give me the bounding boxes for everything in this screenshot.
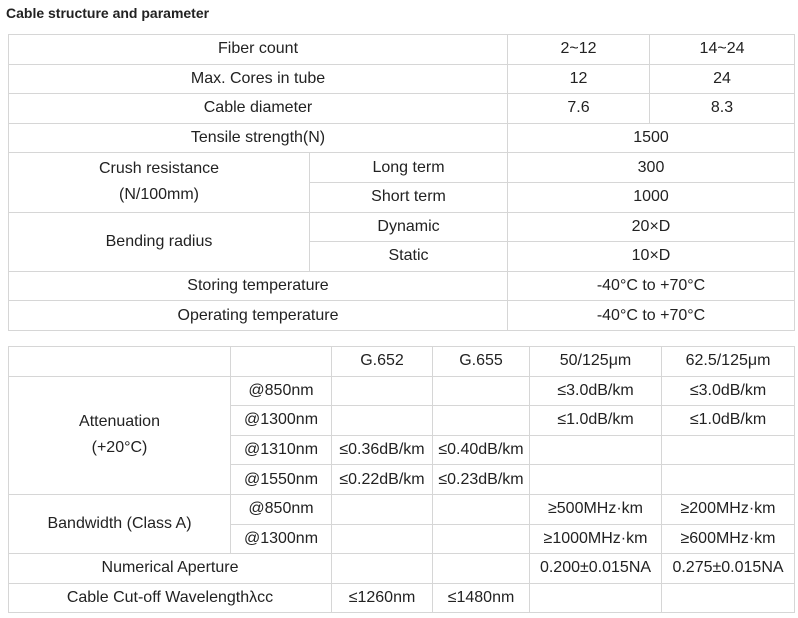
bandwidth-label: Bandwidth (Class A) [9, 494, 231, 553]
sub-label: Static [310, 242, 508, 272]
cell-value: ≥200MHz·km [662, 494, 795, 524]
crush-label-line2: (N/100mm) [118, 186, 199, 204]
cell-value: 14~24 [650, 35, 795, 65]
cell-value: ≤3.0dB/km [662, 376, 795, 406]
table-row [9, 271, 795, 301]
cell-value [433, 494, 530, 524]
cell-value [433, 376, 530, 406]
cell-value: 300 [508, 153, 795, 183]
row-label: Numerical Aperture [9, 554, 332, 584]
cell-value: 20×D [508, 212, 795, 242]
wavelength-label: @850nm [231, 376, 332, 406]
cell-value [433, 554, 530, 584]
bending-radius-label: Bending radius [9, 212, 310, 271]
cell-value: 24 [650, 64, 795, 94]
cell-value: 0.200±0.015NA [530, 554, 662, 584]
row-label: Cable Cut-off Wavelengthλcc [9, 583, 332, 613]
cell-value [332, 554, 433, 584]
cell-value: 8.3 [650, 94, 795, 124]
row-label: Max. Cores in tube [9, 64, 508, 94]
table-row [9, 123, 795, 153]
table-row [9, 94, 795, 124]
cell-value: 0.275±0.015NA [662, 554, 795, 584]
row-label: Storing temperature [9, 271, 508, 301]
cell-value [332, 494, 433, 524]
wavelength-label: @1300nm [231, 524, 332, 554]
cell-value [530, 583, 662, 613]
table-row [9, 153, 795, 183]
sub-label: Dynamic [310, 212, 508, 242]
table-row [9, 212, 795, 242]
attenuation-label-line1: Attenuation [79, 413, 160, 431]
cell-value: -40°C to +70°C [508, 271, 795, 301]
wavelength-label: @1310nm [231, 435, 332, 465]
cell-value: 1500 [508, 123, 795, 153]
cell-value: ≥500MHz·km [530, 494, 662, 524]
table-row [9, 64, 795, 94]
row-label: Fiber count [9, 35, 508, 65]
cell-value [662, 465, 795, 495]
cell-value: ≤0.22dB/km [332, 465, 433, 495]
cell-value: ≤1480nm [433, 583, 530, 613]
table-row [9, 583, 795, 613]
row-label: Operating temperature [9, 301, 508, 331]
cell-value [433, 524, 530, 554]
cell-value: ≤0.23dB/km [433, 465, 530, 495]
table-row [9, 301, 795, 331]
cell-value [530, 465, 662, 495]
optical-parameter-table [8, 346, 795, 613]
column-header: 50/125μm [530, 347, 662, 377]
column-header: G.652 [332, 347, 433, 377]
table-row [9, 494, 795, 524]
cell-value: ≥1000MHz·km [530, 524, 662, 554]
cell-value: 2~12 [508, 35, 650, 65]
cell-value: ≤3.0dB/km [530, 376, 662, 406]
cell-value: 1000 [508, 182, 795, 212]
sub-label: Long term [310, 153, 508, 183]
cell-value [662, 435, 795, 465]
cell-value: -40°C to +70°C [508, 301, 795, 331]
table-header-row [9, 347, 795, 377]
cell-value [662, 583, 795, 613]
crush-resistance-label [9, 153, 310, 212]
page-title: Cable structure and parameter [6, 5, 210, 21]
sub-label: Short term [310, 182, 508, 212]
row-label: Cable diameter [9, 94, 508, 124]
cell-value: ≤0.36dB/km [332, 435, 433, 465]
cell-value [332, 524, 433, 554]
cable-structure-table [8, 34, 795, 331]
row-label: Tensile strength(N) [9, 123, 508, 153]
crush-label-line1: Crush resistance [98, 160, 220, 178]
cell-value [530, 435, 662, 465]
attenuation-label [9, 376, 231, 494]
table-row [9, 376, 795, 406]
empty-header-cell [9, 347, 231, 377]
cell-value [433, 406, 530, 436]
wavelength-label: @850nm [231, 494, 332, 524]
column-header: G.655 [433, 347, 530, 377]
cell-value: ≤1.0dB/km [662, 406, 795, 436]
cell-value: ≤0.40dB/km [433, 435, 530, 465]
cell-value [332, 406, 433, 436]
wavelength-label: @1550nm [231, 465, 332, 495]
column-header: 62.5/125μm [662, 347, 795, 377]
empty-header-cell [231, 347, 332, 377]
attenuation-label-line2: (+20°C) [91, 439, 148, 457]
wavelength-label: @1300nm [231, 406, 332, 436]
cell-value: ≥600MHz·km [662, 524, 795, 554]
cell-value: ≤1260nm [332, 583, 433, 613]
table-row [9, 554, 795, 584]
table-row [9, 35, 795, 65]
cell-value [332, 376, 433, 406]
cell-value: ≤1.0dB/km [530, 406, 662, 436]
cell-value: 10×D [508, 242, 795, 272]
cell-value: 7.6 [508, 94, 650, 124]
cell-value: 12 [508, 64, 650, 94]
